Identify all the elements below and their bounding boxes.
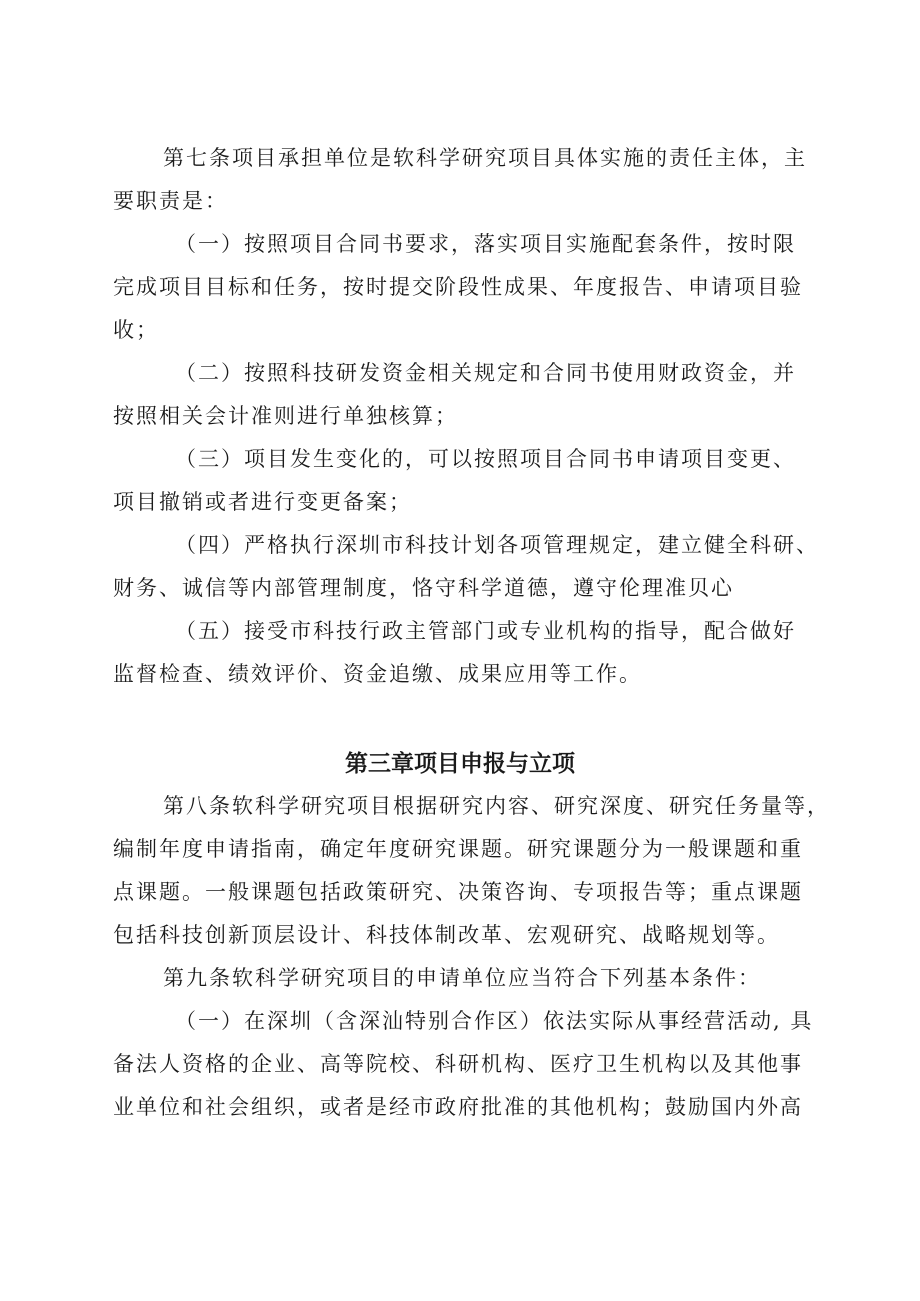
article-9-item-1-line-3: 业单位和社会组织，或者是经市政府批准的其他机构；鼓励国内外高: [113, 1095, 803, 1119]
article-9-item-1-line-1: （一）在深圳（含深汕特别合作区）依法实际从事经营活动, 具: [175, 1009, 814, 1033]
chapter-3-title: 第三章项目申报与立项: [345, 751, 575, 777]
article-7-item-5-line-2: 监督检查、绩效评价、资金追缴、成果应用等工作。: [113, 662, 642, 686]
article-8-line-4: 包括科技创新顶层设计、科技体制改革、宏观研究、战略规划等。: [113, 923, 780, 947]
article-7-item-4-line-2: 财务、诚信等内部管理制度，恪守科学道德，遵守伦理准贝心: [113, 576, 734, 600]
article-8-line-2: 编制年度申请指南，确定年度研究课题。研究课题分为一般课题和重: [113, 837, 803, 861]
article-7-item-5-line-1: （五）接受市科技行政主管部门或专业机构的指导，配合做好: [175, 619, 796, 643]
article-7-item-3-line-2: 项目撤销或者进行变更备案；: [113, 490, 412, 514]
article-7-item-1-line-1: （一）按照项目合同书要求，落实项目实施配套条件，按时限: [175, 232, 796, 256]
article-9-line-1: 第九条软科学研究项目的申请单位应当符合下列基本条件：: [163, 966, 761, 990]
article-7-item-4-line-1: （四）严格执行深圳市科技计划各项管理规定，建立健全科研、: [175, 533, 819, 557]
article-7-item-1-line-3: 收；: [113, 318, 159, 342]
article-8-line-1: 第八条软科学研究项目根据研究内容、研究深度、研究任务量等，: [163, 794, 830, 818]
article-7-line-2: 要职责是：: [113, 189, 228, 213]
article-7-item-3-line-1: （三）项目发生变化的，可以按照项目合同书申请项目变更、: [175, 447, 796, 471]
article-7-item-2-line-2: 按照相关会计准则进行单独核算；: [113, 404, 458, 428]
article-8-line-3: 点课题。一般课题包括政策研究、决策咨询、专项报告等；重点课题: [113, 880, 803, 904]
article-7-line-1: 第七条项目承担单位是软科学研究项目具体实施的责任主体，主: [163, 146, 807, 170]
article-9-item-1-line-2: 备法人资格的企业、高等院校、科研机构、医疗卫生机构以及其他事: [113, 1052, 803, 1076]
article-7-item-2-line-1: （二）按照科技研发资金相关规定和合同书使用财政资金，并: [175, 361, 796, 385]
article-7-item-1-line-2: 完成项目目标和任务，按时提交阶段性成果、年度报告、申请项目验: [113, 275, 803, 299]
